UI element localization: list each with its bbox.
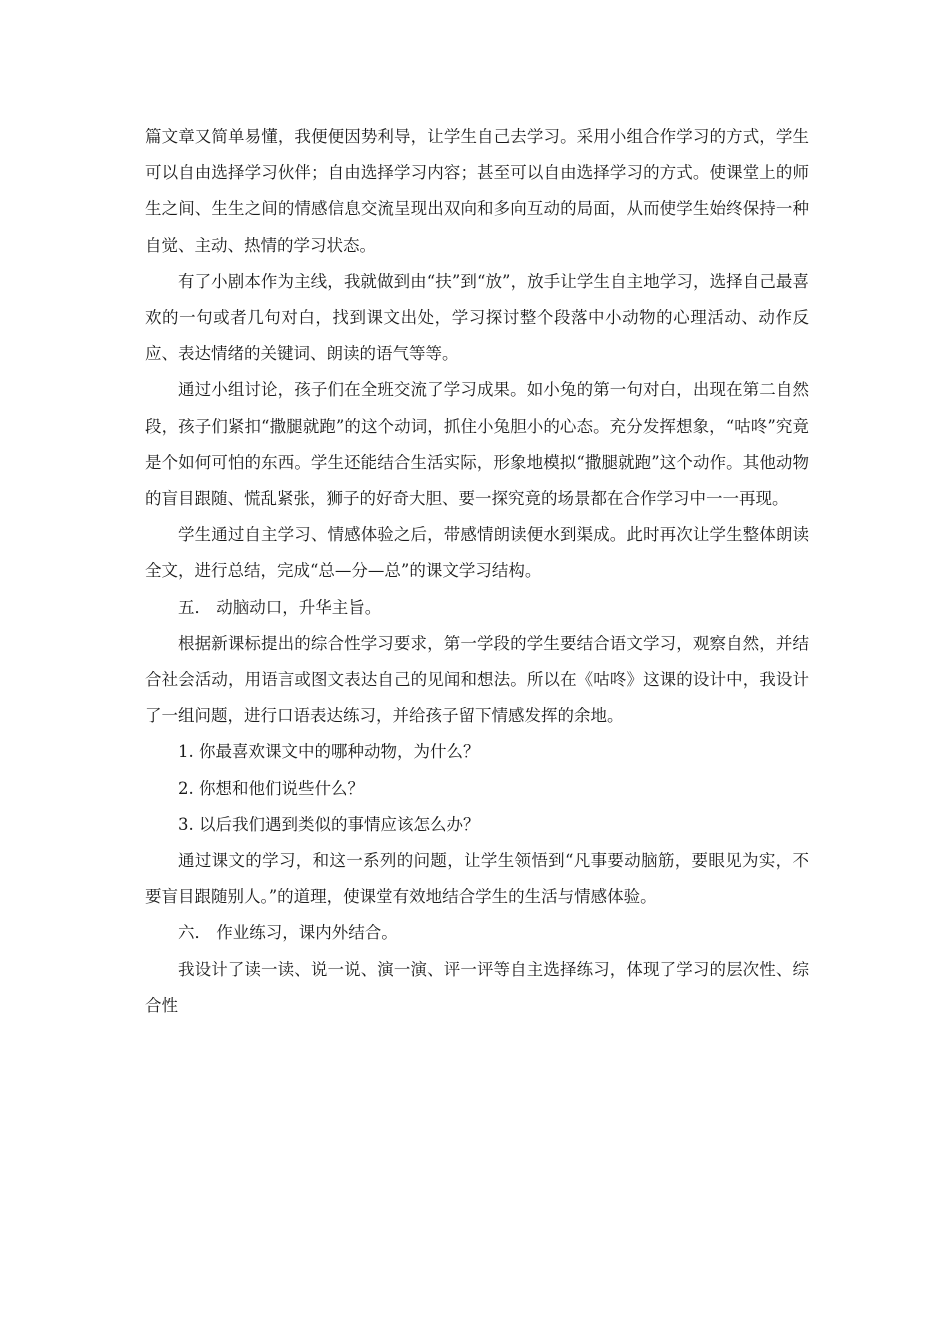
section-heading-5: 五． 动脑动口，升华主旨。 bbox=[178, 597, 382, 617]
document-body bbox=[145, 119, 809, 1024]
paragraph-lesson-moral: 通过课文的学习，和这一系列的问题，让学生领悟到“凡事要动脑筋，要眼见为实，不要盲目跟随别人。”的道理，使课堂有效地结合学生的生活与情感体验。 bbox=[145, 851, 809, 907]
question-item-3: 3. 以后我们遇到类似的事情应该怎么办？ bbox=[178, 814, 480, 834]
question-item-1: 1. 你最喜欢课文中的哪种动物，为什么？ bbox=[178, 742, 480, 762]
section-heading-6: 六． 作业练习，课内外结合。 bbox=[178, 923, 398, 943]
paragraph-emotional-reading: 学生通过自主学习、情感体验之后，带感情朗读便水到渠成。此时再次让学生整体朗读全文，进行总结，完成“总—分—总”的课文学习结构。 bbox=[145, 525, 809, 581]
paragraph-script-mainline: 有了小剧本作为主线，我就做到由“扶”到“放”，放手让学生自主地学习，选择自己最喜欢的一句或者几句对白，找到课文出处，学习探讨整个段落中小动物的心理活动、动作反应、表达情绪的关键词、朗读的语气等等。 bbox=[145, 271, 809, 364]
paragraph-group-discussion: 通过小组讨论，孩子们在全班交流了学习成果。如小兔的第一句对白，出现在第二自然段，孩子们紧扣“撒腿就跑”的这个动词，抓住小兔胆小的心态。充分发挥想象，“咕咚”究竟是个如何可怕的东西。学生还能结合生活实际，形象地模拟“撒腿就跑”这个动作。其他动物的盲目跟随、慌乱紧张，狮子的好奇大胆、要一探究竟的场景都在合作学习中一一再现。 bbox=[145, 380, 809, 509]
question-item-2: 2. 你想和他们说些什么？ bbox=[178, 778, 364, 798]
paragraph-homework: 我设计了读一读、说一说、演一演、评一评等自主选择练习，体现了学习的层次性、综合性 bbox=[145, 959, 809, 1015]
paragraph-continuation: 篇文章又简单易懂，我便便因势利导，让学生自己去学习。采用小组合作学习的方式，学生可以自由选择学习伙伴；自由选择学习内容；甚至可以自由选择学习的方式。使课堂上的师生之间、生生之间的情感信息交流呈现出双向和多向互动的局面，从而使学生始终保持一种自觉、主动、热情的学习状态。 bbox=[145, 127, 809, 255]
paragraph-curriculum: 根据新课标提出的综合性学习要求，第一学段的学生要结合语文学习，观察自然，并结合社会活动，用语言或图文表达自己的见闻和想法。所以在《咕咚》这课的设计中，我设计了一组问题，进行口语表达练习，并给孩子留下情感发挥的余地。 bbox=[145, 633, 809, 726]
